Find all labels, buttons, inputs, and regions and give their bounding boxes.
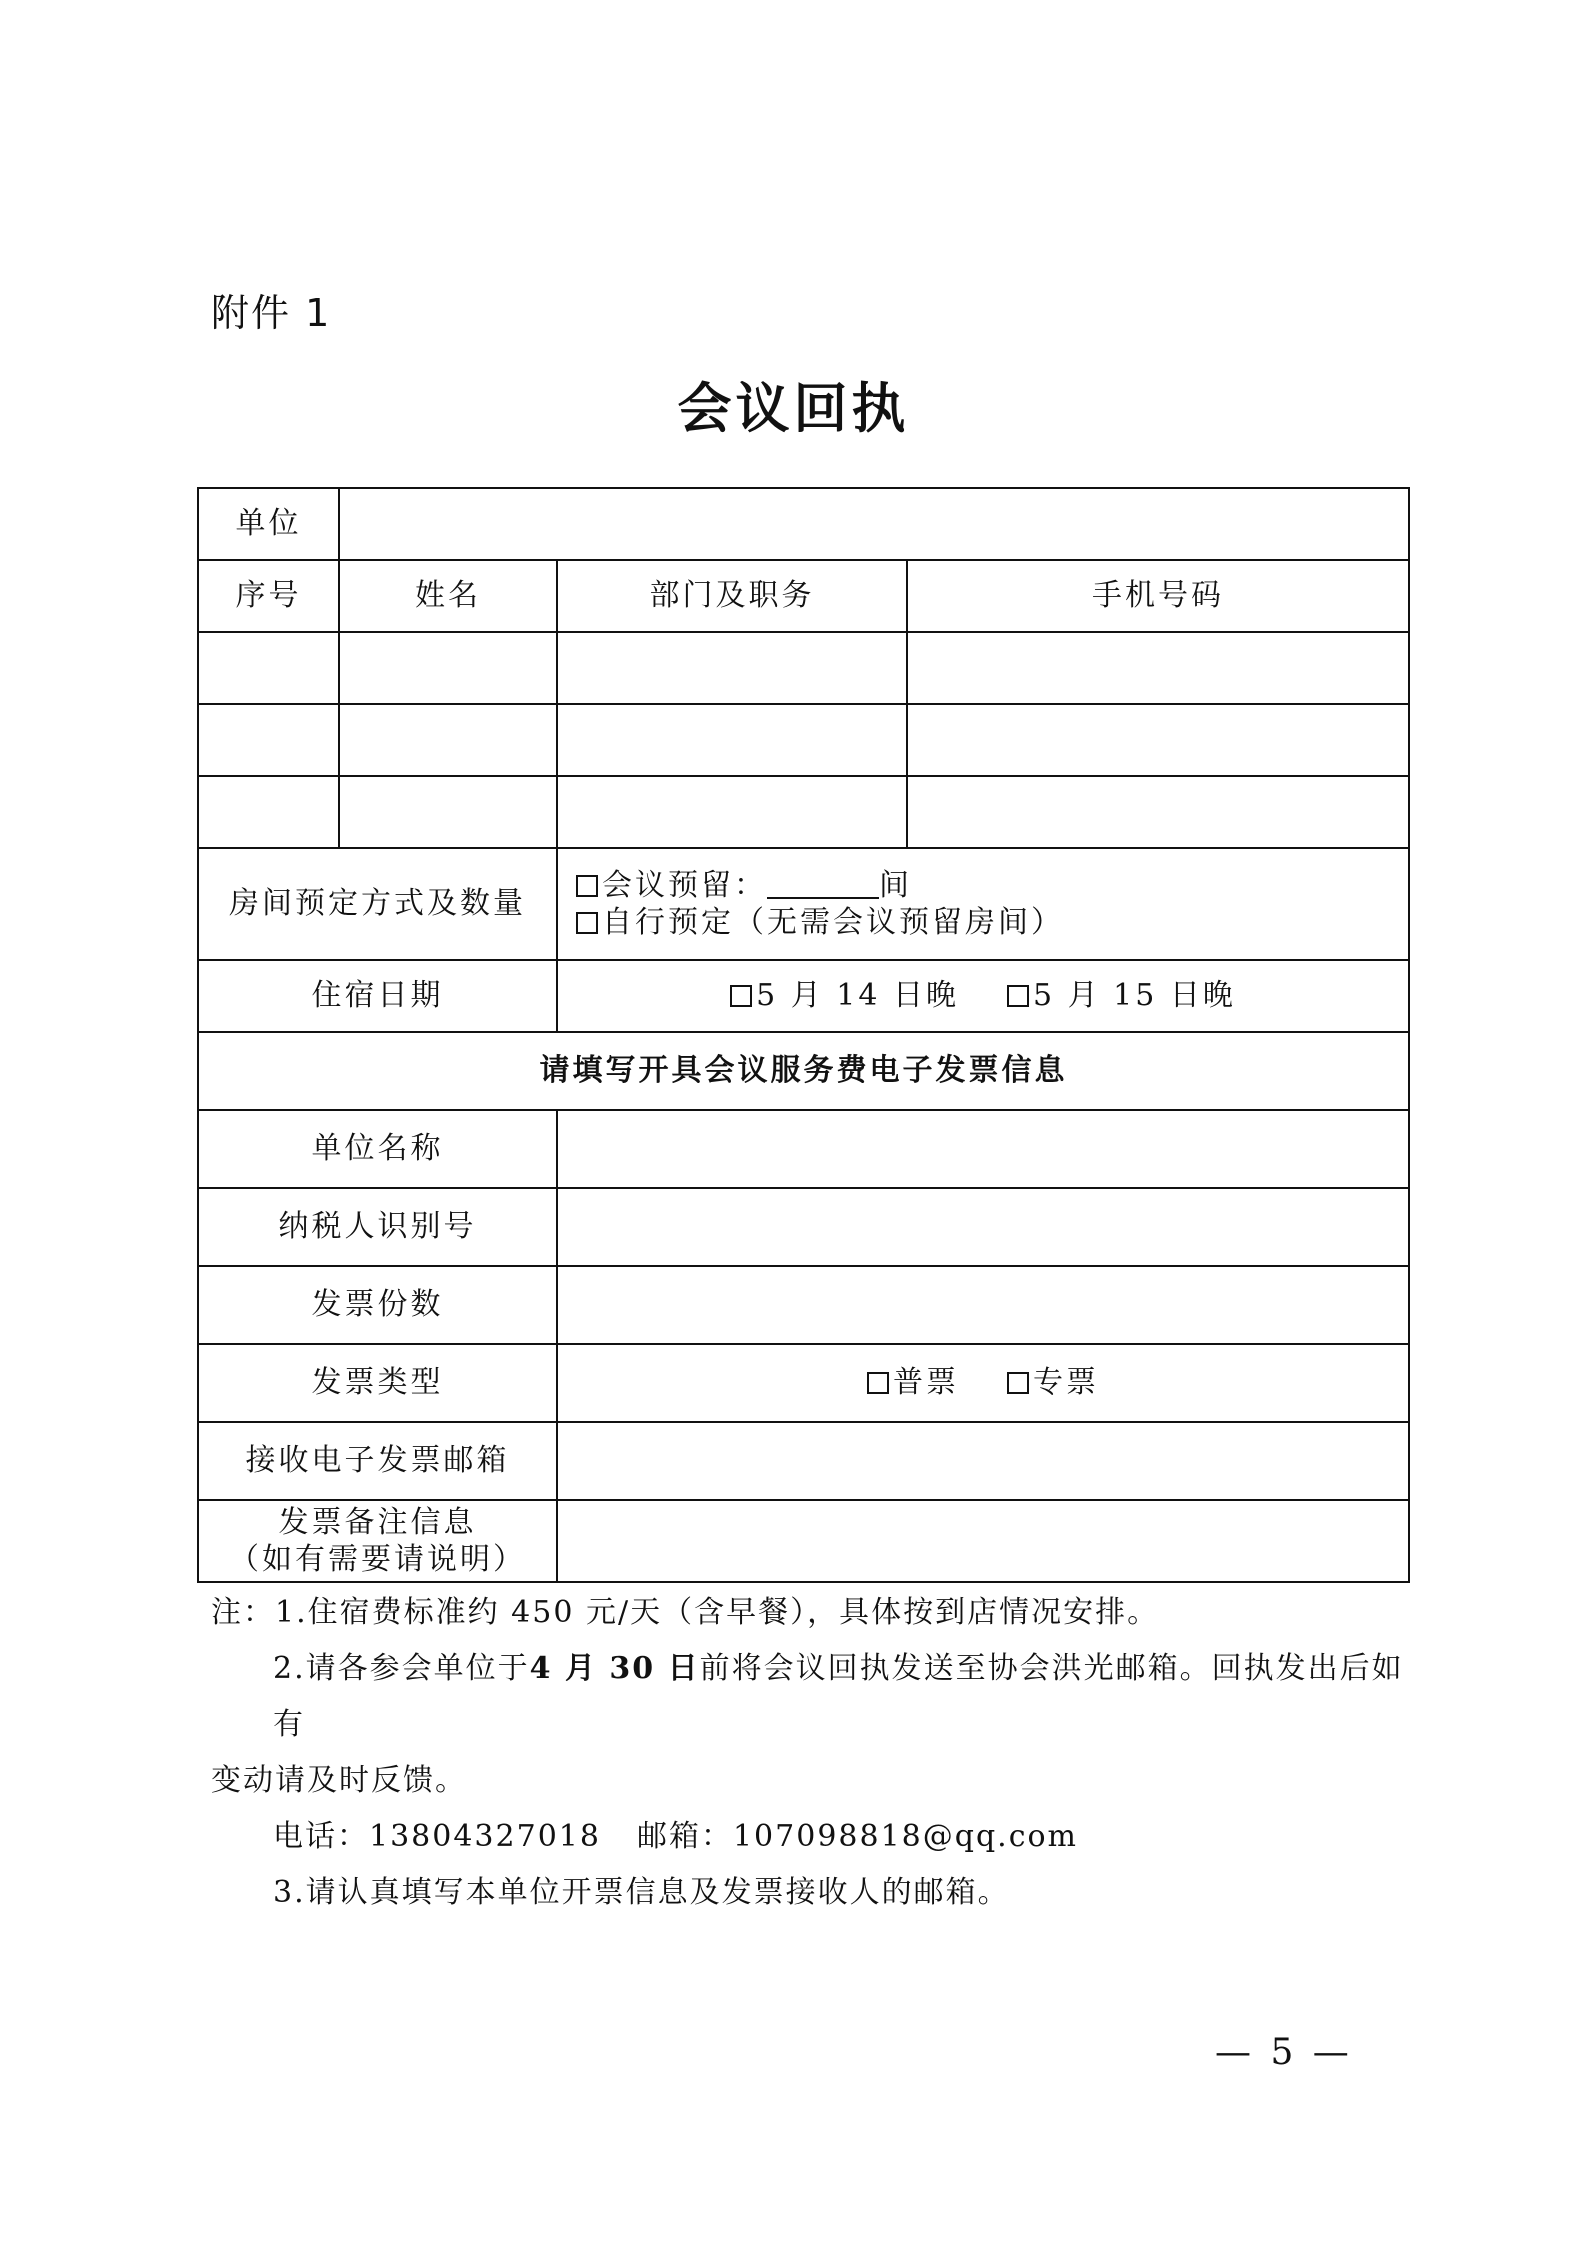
room-self-label: 自行预定（无需会议预留房间） [602,905,1064,940]
invoice-remark-cell[interactable] [557,1500,1409,1582]
contact-line [211,1809,1411,1865]
invoice-normal-checkbox[interactable] [867,1372,889,1394]
room-count-input[interactable] [767,871,879,899]
dept-cell[interactable] [557,632,907,704]
invoice-type-label: 发票类型 [198,1344,557,1422]
phone-cell[interactable] [907,704,1409,776]
invoice-remark-label-line1: 发票备注信息 [278,1504,477,1540]
contact-email: 邮箱：107098818@qq.com [636,1819,1079,1854]
invoice-special-checkbox[interactable] [1007,1372,1029,1394]
dept-cell[interactable] [557,776,907,848]
column-header-row [198,560,1409,632]
note-2-part-b: 前将会议回执发送至协会洪光邮箱。回执发出后如有 [273,1651,1404,1742]
invoice-remark-label [198,1500,557,1582]
note-3: 3.请认真填写本单位开票信息及发票接收人的邮箱。 [273,1875,1010,1910]
invoice-email-cell[interactable] [557,1422,1409,1500]
unit-input-cell[interactable] [339,488,1409,560]
invoice-remark-label-line2: （如有需要请说明） [229,1542,526,1577]
invoice-tax-id-label: 纳税人识别号 [198,1188,557,1266]
dept-cell[interactable] [557,704,907,776]
stay-may15-checkbox[interactable] [1007,985,1029,1007]
invoice-unit-name-row [198,1110,1409,1188]
seq-cell[interactable] [198,632,339,704]
invoice-email-label: 接收电子发票邮箱 [198,1422,557,1500]
attendee-row [198,704,1409,776]
note-1: 注：1.住宿费标准约 450 元/天（含早餐），具体按到店情况安排。 [211,1595,1160,1630]
stay-may15-label: 5 月 15 日晚 [1033,978,1236,1014]
room-booking-options [557,848,1409,960]
stay-may14-label: 5 月 14 日晚 [756,978,960,1014]
phone-cell[interactable] [907,776,1409,848]
invoice-email-row [198,1422,1409,1500]
unit-row [198,488,1409,560]
notes [211,1585,1411,1921]
note-2 [211,1641,1411,1753]
invoice-copies-cell[interactable] [557,1266,1409,1344]
invoice-tax-id-row [198,1188,1409,1266]
invoice-normal-label: 普票 [893,1365,960,1401]
invoice-remark-row [198,1500,1409,1582]
invoice-type-options [557,1344,1409,1422]
column-header-seq: 序号 [198,560,339,632]
invoice-copies-label: 发票份数 [198,1266,557,1344]
contact-phone: 电话：13804327018 [273,1819,601,1854]
room-meeting-label: 会议预留： [602,867,767,903]
page-number: — 5 — [1215,2032,1353,2073]
column-header-dept: 部门及职务 [557,560,907,632]
room-booking-row [198,848,1409,960]
stay-date-options [557,960,1409,1032]
room-self-checkbox[interactable] [576,912,598,934]
name-cell[interactable] [339,776,557,848]
invoice-unit-name-label: 单位名称 [198,1110,557,1188]
room-booking-label: 房间预定方式及数量 [198,848,557,960]
invoice-special-label: 专票 [1033,1365,1100,1401]
name-cell[interactable] [339,704,557,776]
invoice-copies-row [198,1266,1409,1344]
stay-date-row [198,960,1409,1032]
stay-date-label: 住宿日期 [198,960,557,1032]
receipt-form-table [197,487,1410,1583]
invoice-tax-id-cell[interactable] [557,1188,1409,1266]
attendee-row [198,632,1409,704]
seq-cell[interactable] [198,704,339,776]
stay-may14-checkbox[interactable] [730,985,752,1007]
invoice-type-row [198,1344,1409,1422]
column-header-name: 姓名 [339,560,557,632]
seq-cell[interactable] [198,776,339,848]
attendee-row [198,776,1409,848]
name-cell[interactable] [339,632,557,704]
note-2-continuation: 变动请及时反馈。 [211,1763,467,1798]
invoice-heading: 请填写开具会议服务费电子发票信息 [198,1032,1409,1110]
phone-cell[interactable] [907,632,1409,704]
attachment-label: 附件 1 [211,291,332,335]
deadline-date: 4 月 30 日 [529,1651,700,1686]
column-header-phone: 手机号码 [907,560,1409,632]
room-meeting-checkbox[interactable] [576,875,598,897]
room-unit-label: 间 [879,867,912,903]
invoice-unit-name-cell[interactable] [557,1110,1409,1188]
page-title: 会议回执 [677,376,910,440]
invoice-heading-row [198,1032,1409,1110]
unit-label: 单位 [198,488,339,560]
note-2-part-a: 2.请各参会单位于 [273,1651,530,1686]
